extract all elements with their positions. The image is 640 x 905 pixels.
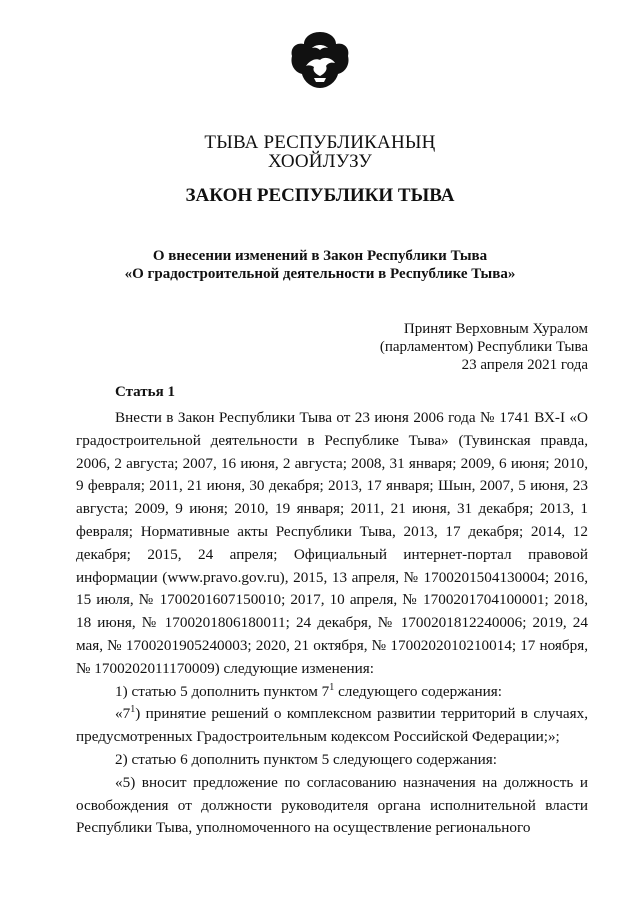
adoption-date: 23 апреля 2021 года [461, 357, 588, 373]
amendment-quote-2: «5) вносит предложение по согласованию назначения на должность и освобождения от должности руководителя органа исполнительной власти Республики Тыва, уполномоченного на осуществление регионального [76, 773, 588, 837]
amendment-quote-1: «$7^1$) принятие решений о комплексном развитии территорий в случаях, предусмотренных Градостроительным кодексом Российской Федерации;»; [76, 704, 588, 746]
adoption-line-1: Принят Верховным Хуралом [403, 321, 588, 337]
amendment-item-1: 1) статью 5 дополнить пунктом $7^1$ следующего содержания: [115, 681, 502, 700]
header-line-2: ХООЙЛУЗУ [267, 151, 373, 172]
subject-line-2: «О градостроительной деятельности в Республике Тыва» [124, 266, 516, 282]
adoption-block [380, 320, 588, 374]
article-intro: Внести в Закон Республики Тыва от 23 июня 2006 года № 1741 ВХ-I «О градостроительной деятельности в Республике Тыва» (Тувинская правда, 2006, 2 августа; 2007, 16 июня, 2 августа; 2008, 31 января; 2009, 6 июня; 2010, 9 февраля; 2011, 21 июня, 30 декабря; 2013, 17 января; Шын, 2007, 5 июня, 23 августа; 2009, 9 июня; 2010, 19 января; 2011, 21 июня, 31 декабря; 2013, 1 февраля; Нормативные акты Республики Тыва, 2013, 17 декабря; 2014, 12 декабря; 2015, 24 апреля; Официальный интернет-портал правовой информации (www.pravo.gov.ru), 2015, 13 апреля, № 1700201504130004; 2016, 15 июля, № 1700201607150010; 2017, 10 апреля, № 1700201704100001; 2018, 18 июня, № 1700201806180011; 24 декабря, № 1700201812240006; 2019, 24 мая, № 1700201905240003; 2020, 21 октября, № 1700202010210014; 17 ноября, № 1700202011170009) следующие изменения: [76, 409, 588, 677]
adoption-line-2: (парламентом) Республики Тыва [379, 339, 588, 355]
law-title: ЗАКОН РЕСПУБЛИКИ ТЫВА [185, 185, 455, 206]
subject-line-1: О внесении изменений в Закон Республики Тыва [152, 248, 488, 264]
article-body [76, 407, 588, 840]
article-heading: Статья 1 [115, 384, 175, 400]
coat-of-arms-emblem [288, 30, 352, 90]
amendment-item-2: 2) статью 6 дополнить пунктом 5 следующего содержания: [115, 750, 497, 768]
header-line-1: ТЫВА РЕСПУБЛИКАНЫҢ [204, 132, 436, 153]
